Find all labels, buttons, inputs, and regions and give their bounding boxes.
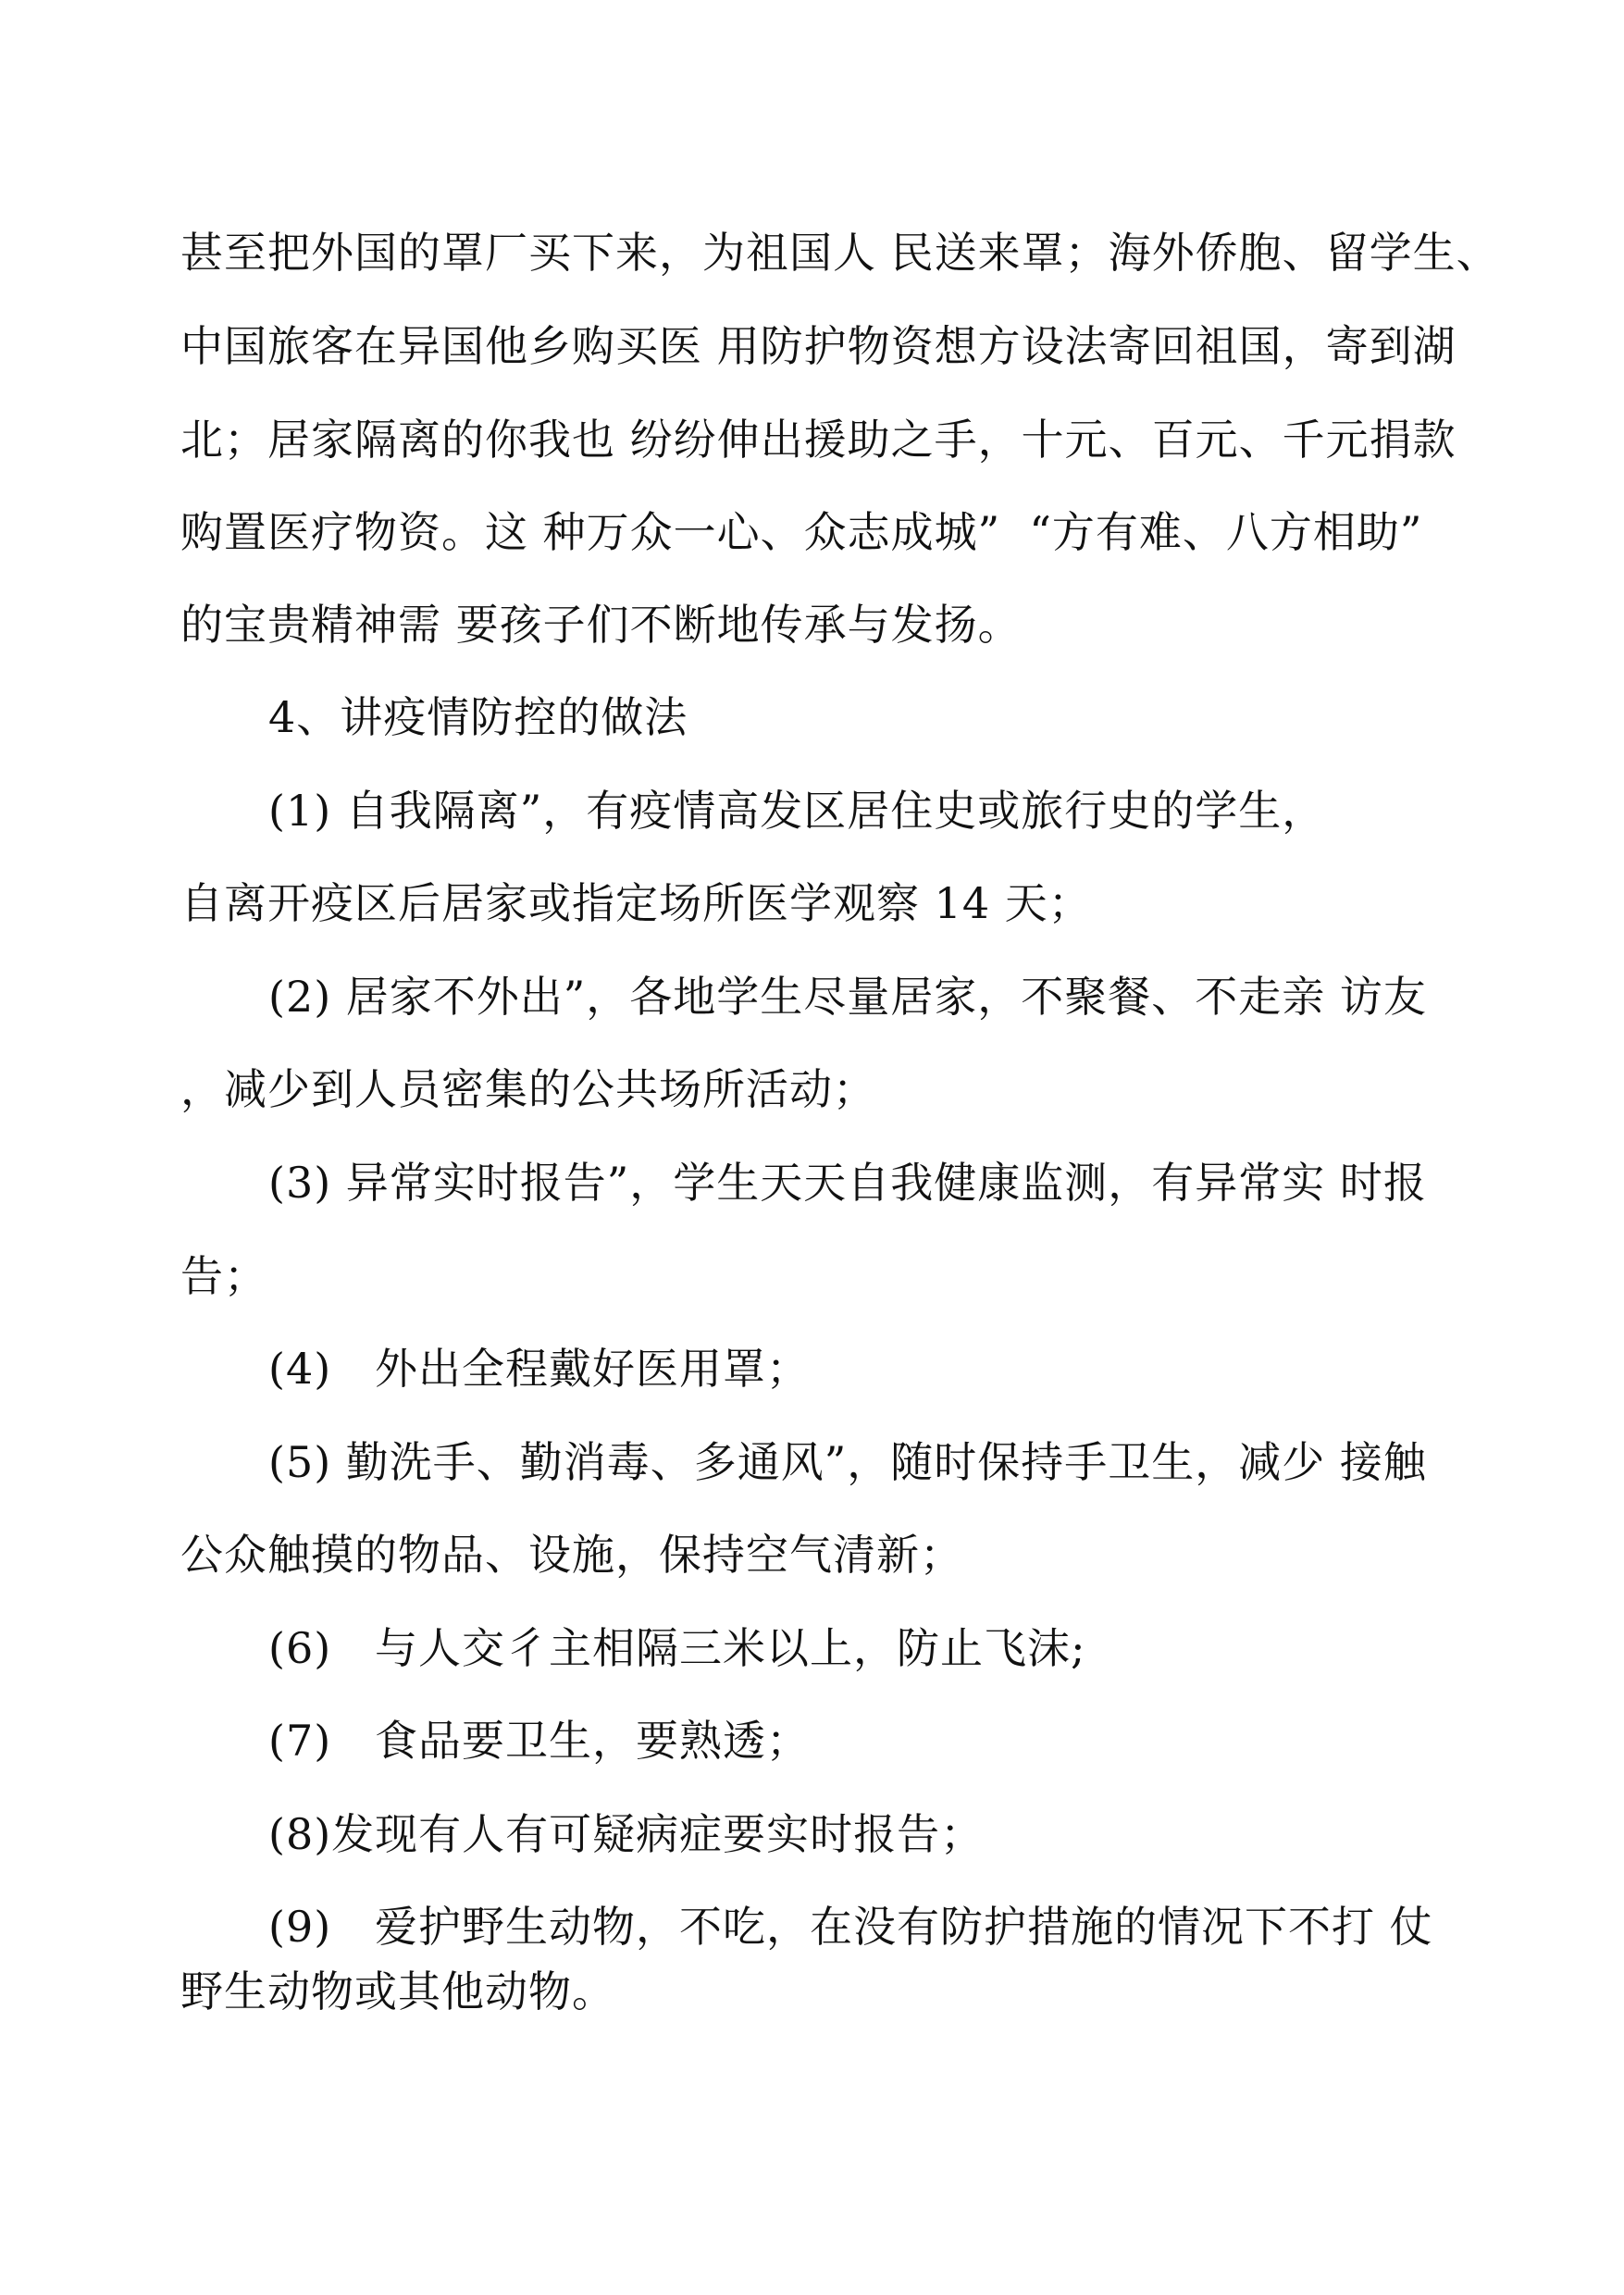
list-item-continuation: 告； [180, 1251, 267, 1301]
list-item-continuation: 公众触摸的物品、设施，保持空气清新； [180, 1530, 963, 1580]
list-item-continuation: 自离开疫区后居家或指定场所医学观察 14 天； [180, 878, 1092, 928]
paragraph-line: 北；居家隔离的你我也 纷纷伸出援助之手，十元、百元、千元捐款 [180, 415, 1457, 465]
list-item: (9) 爱护野生动物，不吃，在没有防护措施的情况下不打 仗 [268, 1902, 1433, 1952]
list-item: (6) 与人交彳主相隔三米以上，防止飞沫; [268, 1623, 1086, 1673]
list-item: (5) 勤洗手、勤消毒、多通风”，随时保持手卫生，减少 接触 [268, 1437, 1427, 1487]
paragraph-line: 甚至把外国的罩厂买下来，为祖国人 民送来罩；海外侨胞、留学生、 [180, 228, 1500, 278]
list-item-continuation: ，减少到人员密集的公共场所活动； [180, 1064, 876, 1114]
paragraph-line: 的宝贵精神需 要孩子们不断地传承与发扬。 [180, 600, 1022, 650]
paragraph-line: 购置医疗物资。这 种万众一心、众志成城” “方有难、八方相助” [180, 507, 1423, 557]
list-item: (8)发现有人有可疑病症要实时报告； [268, 1809, 985, 1859]
paragraph-line: 中国旅客在异国他乡购买医 用防护物资想方设法寄回祖国，寄到湖 [180, 321, 1457, 371]
list-item: (3) 异常实时报告”，学生天天自我健康监测，有异常实 时报 [268, 1158, 1427, 1208]
section-heading: 4、讲疫情防控的做法 [268, 692, 688, 742]
list-item-continuation: 野生动物或其他动物。 [180, 1966, 615, 2016]
list-item: (7) 食品要卫生，要熟透； [268, 1716, 811, 1766]
list-item: (2) 居家不外出”，各地学生尽量居家，不聚餐、不走亲 访友 [268, 972, 1427, 1022]
list-item: (4) 外出全程戴好医用罩； [268, 1344, 811, 1394]
list-item: (1) 自我隔离”，有疫情高发区居住史或旅行史的学生， [268, 786, 1326, 836]
